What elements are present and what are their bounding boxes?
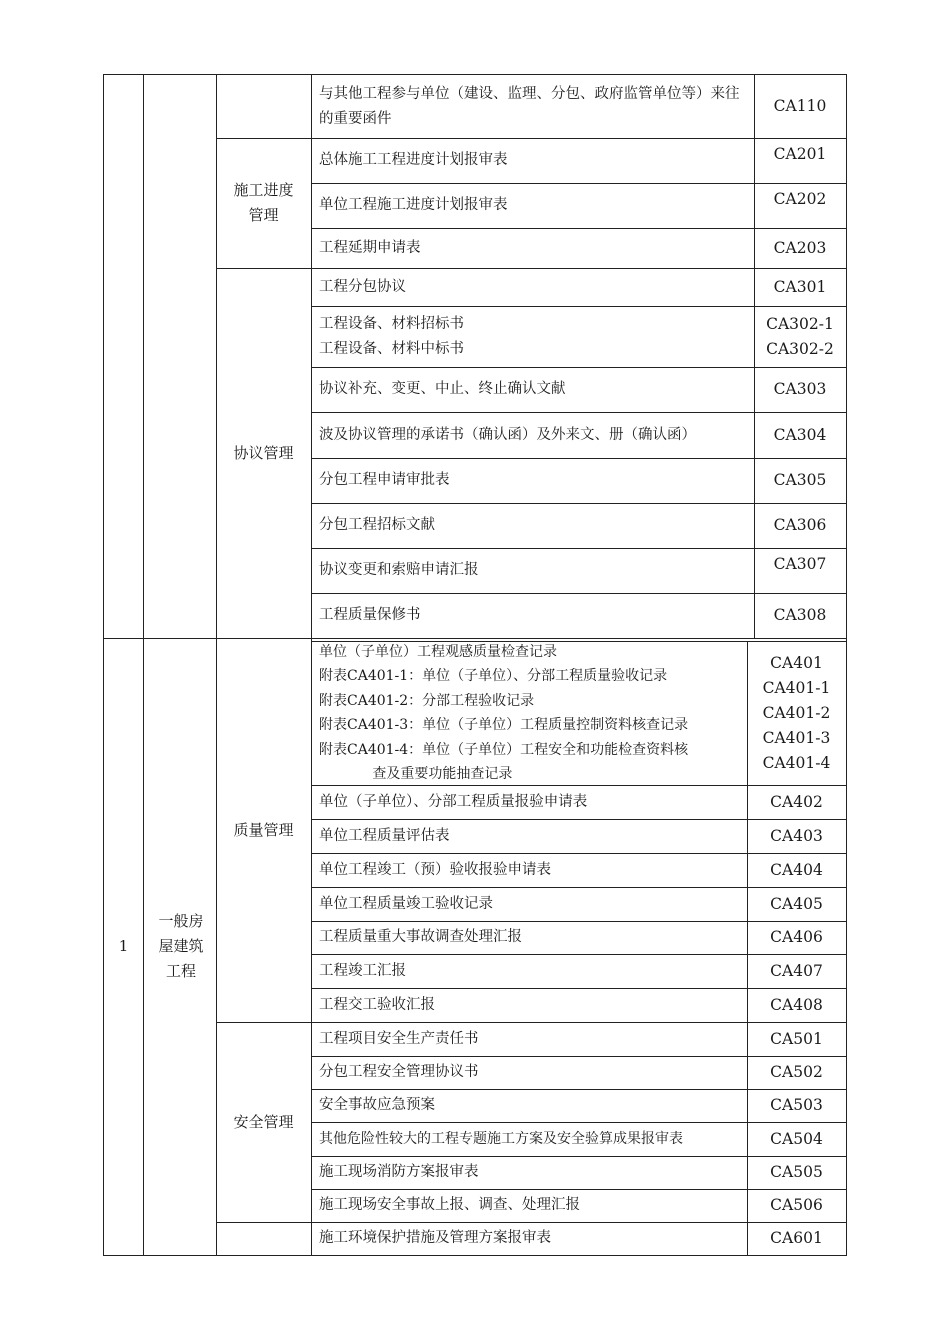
item-code: CA403 bbox=[770, 826, 823, 845]
category-safety: 安全管理 bbox=[233, 1112, 294, 1131]
item-code-line: CA401 bbox=[770, 653, 823, 672]
item-code-line: CA401-1 bbox=[762, 678, 831, 697]
item-code: CA601 bbox=[770, 1229, 823, 1247]
project-type: 一般房屋建筑工程 bbox=[158, 912, 204, 980]
item-text: 分包工程申请审批表 bbox=[319, 472, 450, 488]
item-code: CA405 bbox=[770, 894, 823, 913]
item-text: 单位（子单位）、分部工程质量报验申请表 bbox=[319, 793, 588, 810]
item-code-line: CA302-2 bbox=[766, 339, 834, 358]
item-code: CA307 bbox=[773, 555, 827, 573]
item-code-line: CA401-3 bbox=[762, 728, 831, 747]
project-number: 1 bbox=[118, 937, 129, 955]
item-code: CA305 bbox=[773, 471, 827, 489]
item-text: 分包工程安全管理协议书 bbox=[319, 1064, 479, 1080]
item-text: 工程竣工汇报 bbox=[319, 962, 406, 979]
item-code: CA406 bbox=[770, 928, 823, 946]
item-text: 施工环境保护措施及管理方案报审表 bbox=[319, 1230, 551, 1246]
document-table bbox=[103, 74, 847, 1256]
category-schedule: 施工进度管理 bbox=[233, 181, 294, 224]
item-code: CA304 bbox=[773, 425, 827, 444]
item-text: 单位（子单位）工程观感质量检查记录 附表CA401-1：单位（子单位）、分部工程质量验收记录 附表CA401-2：分部工程验收记录 附表CA401-3：单位（子单位）工程质量控制资料核查记录 附表CA401-4：单位（子单位）工程安全和功能检查资料核 查及重要功能抽查记录 bbox=[319, 643, 689, 782]
item-text: 分包工程招标文献 bbox=[319, 517, 435, 533]
item-text: 工程质量重大事故调查处理汇报 bbox=[319, 929, 522, 945]
item-code: CA501 bbox=[770, 1029, 823, 1048]
item-code: CA201 bbox=[773, 145, 827, 163]
item-text: 工程交工验收汇报 bbox=[319, 996, 435, 1013]
item-code-line: CA401-4 bbox=[762, 753, 831, 772]
item-code: CA502 bbox=[770, 1063, 823, 1081]
item-code: CA407 bbox=[770, 961, 823, 980]
item-code: CA503 bbox=[770, 1096, 823, 1114]
item-text: 单位工程施工进度计划报审表 bbox=[319, 197, 508, 213]
item-text: 单位工程竣工（预）验收报验申请表 bbox=[319, 861, 551, 878]
item-text: 其他危险性较大的工程专题施工方案及安全验算成果报审表 bbox=[319, 1130, 683, 1147]
item-text: 施工现场安全事故上报、调查、处理汇报 bbox=[319, 1197, 580, 1213]
item-code bbox=[747, 641, 846, 785]
item-text: 单位工程质量竣工验收记录 bbox=[319, 895, 493, 912]
item-code: CA301 bbox=[773, 277, 827, 296]
item-text: 工程质量保修书 bbox=[319, 607, 421, 623]
item-code: CA402 bbox=[770, 792, 823, 811]
category-quality: 质量管理 bbox=[233, 820, 294, 839]
item-text: 与其他工程参与单位（建设、监理、分包、政府监管单位等）来往的重要函件 bbox=[319, 85, 740, 127]
category-contract: 协议管理 bbox=[233, 443, 294, 462]
item-code: CA505 bbox=[770, 1163, 823, 1181]
item-code: CA504 bbox=[770, 1129, 823, 1148]
item-code-line: CA401-2 bbox=[762, 703, 831, 722]
column-divider bbox=[143, 75, 144, 1255]
item-code bbox=[754, 306, 846, 367]
item-text: 工程延期申请表 bbox=[319, 239, 421, 256]
item-text: 波及协议管理的承诺书（确认函）及外来文、册（确认函） bbox=[319, 426, 696, 443]
item-text: 工程设备、材料招标书 工程设备、材料中标书 bbox=[319, 315, 464, 357]
item-code: CA303 bbox=[773, 380, 827, 398]
item-code: CA202 bbox=[773, 190, 827, 208]
item-text: 单位工程质量评估表 bbox=[319, 827, 450, 844]
item-code: CA203 bbox=[773, 238, 827, 257]
item-text: 协议变更和索赔申请汇报 bbox=[319, 562, 479, 578]
item-code: CA306 bbox=[773, 516, 827, 534]
item-code: CA506 bbox=[770, 1196, 823, 1214]
item-code: CA110 bbox=[773, 97, 827, 115]
item-text: 工程分包协议 bbox=[319, 278, 406, 295]
item-text: 施工现场消防方案报审表 bbox=[319, 1164, 479, 1180]
item-code: CA308 bbox=[773, 606, 827, 624]
item-code: CA408 bbox=[770, 995, 823, 1014]
item-code: CA404 bbox=[770, 860, 823, 879]
item-text: 安全事故应急预案 bbox=[319, 1097, 435, 1113]
item-text: 工程项目安全生产责任书 bbox=[319, 1030, 479, 1047]
item-text: 总体施工工程进度计划报审表 bbox=[319, 152, 508, 168]
item-text: 协议补充、变更、中止、终止确认文献 bbox=[319, 381, 566, 397]
item-code-line: CA302-1 bbox=[766, 314, 834, 333]
